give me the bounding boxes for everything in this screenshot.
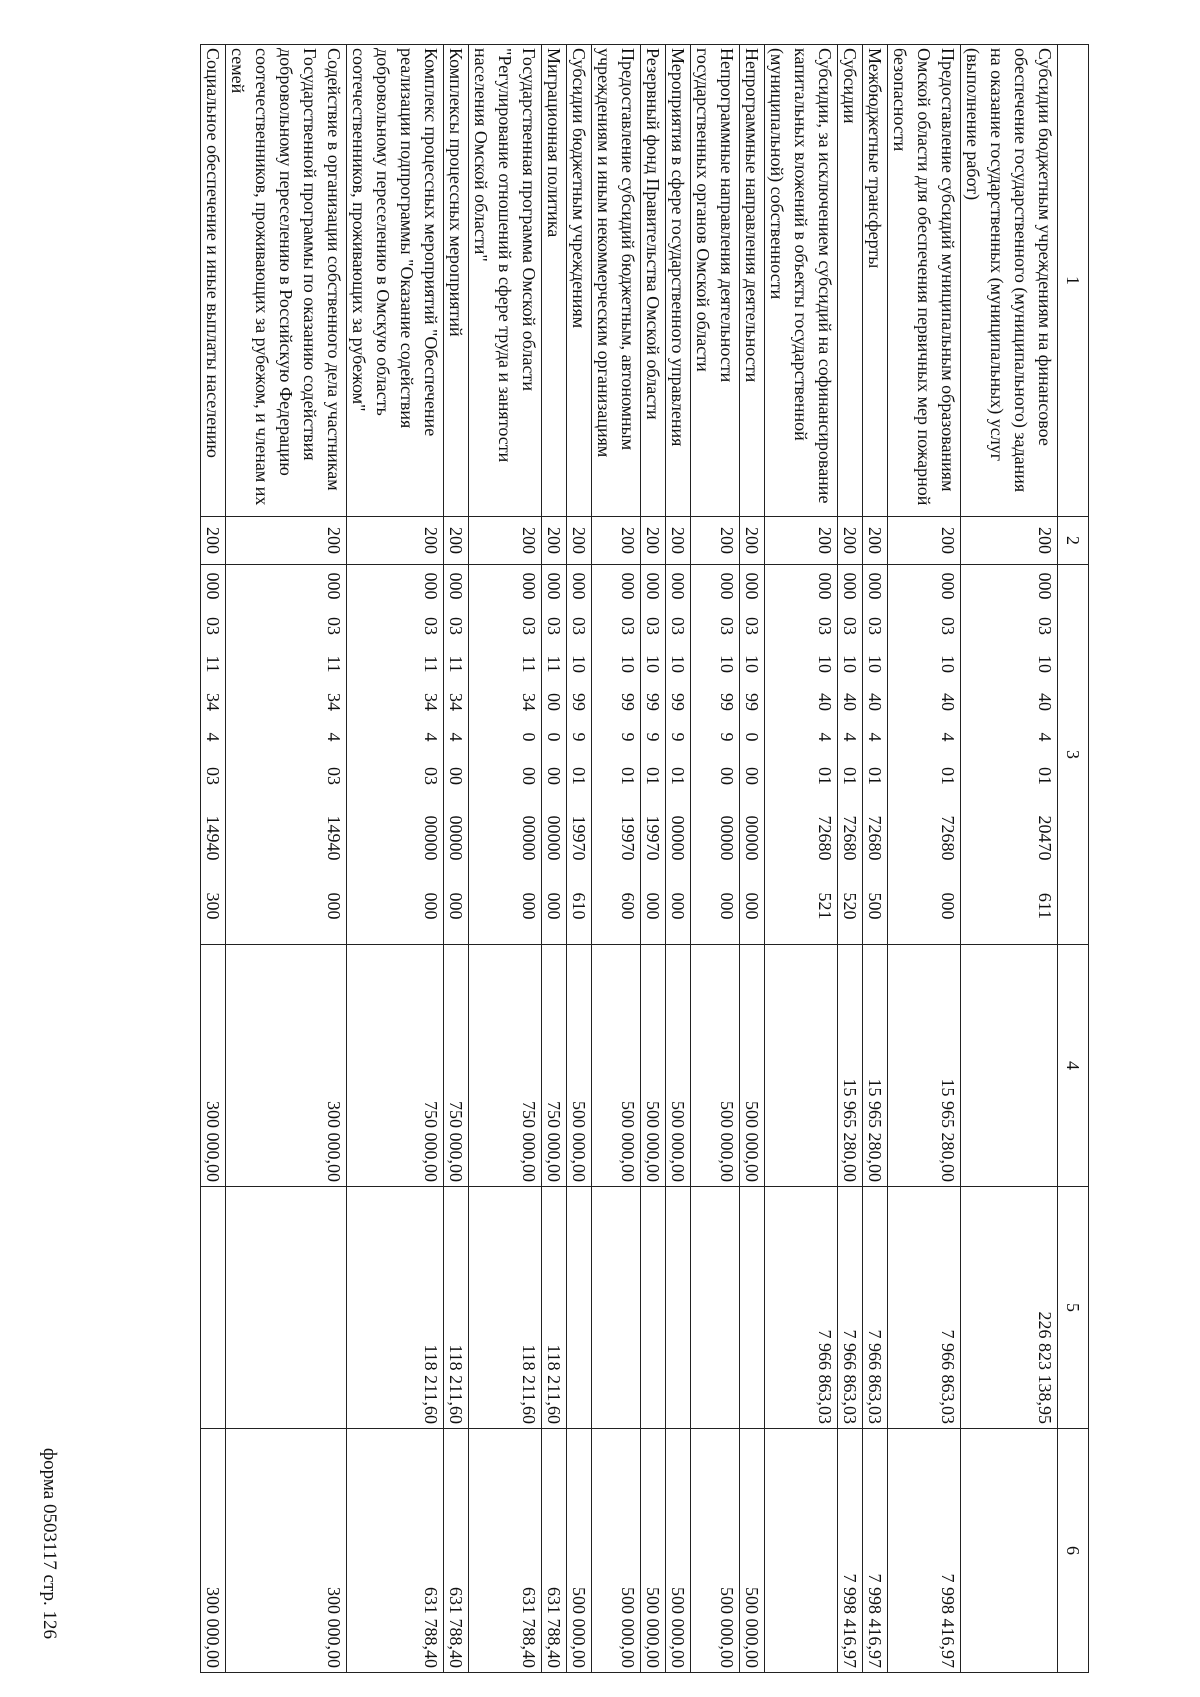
- code-segment: 01: [938, 767, 958, 785]
- code-segment: 4: [324, 732, 344, 742]
- code-segment: 00000: [446, 815, 466, 861]
- code-segment: 72680: [865, 815, 885, 861]
- code-segment: 01: [668, 767, 688, 785]
- code-segments: [444, 565, 468, 944]
- row-name: Комплекс процессных мероприятий "Обеспечение реализации подпрограммы "Оказание содействия добровольному переселению в Омскую область соотечественников, проживающих за рубежом": [347, 45, 444, 517]
- row-name: Предоставление субсидий бюджетным, автономным учреждениям и иным некоммерческим организациям: [592, 45, 641, 517]
- line-code: 200: [542, 517, 567, 565]
- code-segments: [813, 565, 837, 944]
- approved-amount: 750 000,00: [469, 945, 542, 1187]
- code-segment: 10: [717, 655, 737, 673]
- budget-classification-code: [469, 565, 542, 945]
- code-segment: 0: [544, 732, 564, 742]
- row-name: Резервный фонд Правительства Омской области: [641, 45, 666, 517]
- unexecuted-amount: 500 000,00: [567, 1429, 592, 1673]
- approved-amount: 300 000,00: [226, 945, 347, 1187]
- table-row: [226, 45, 347, 1673]
- code-segments: [641, 565, 665, 944]
- unexecuted-amount: 500 000,00: [666, 1429, 691, 1673]
- form-page-label: форма 0503117 стр. 126: [39, 1447, 60, 1639]
- code-segment: 03: [1035, 617, 1055, 635]
- code-segment: 03: [203, 617, 223, 635]
- code-segment: 00000: [668, 815, 688, 861]
- code-segments: [517, 565, 541, 944]
- code-segments: [567, 565, 591, 944]
- code-segment: 000: [643, 892, 663, 920]
- budget-classification-code: [641, 565, 666, 945]
- code-segments: [936, 565, 960, 944]
- approved-amount: 15 965 280,00: [888, 945, 961, 1187]
- code-segment: 20470: [1035, 815, 1055, 861]
- approved-amount: 500 000,00: [691, 945, 740, 1187]
- budget-classification-code: [201, 565, 226, 945]
- code-segment: 4: [421, 732, 441, 742]
- code-segment: 000: [519, 892, 539, 920]
- unexecuted-amount: 300 000,00: [201, 1429, 226, 1673]
- executed-amount: 7 966 863,03: [765, 1187, 838, 1429]
- column-number: 3: [1058, 565, 1089, 945]
- approved-amount: 500 000,00: [666, 945, 691, 1187]
- row-name: Социальное обеспечение и иные выплаты населению: [201, 45, 226, 517]
- approved-amount: 500 000,00: [740, 945, 765, 1187]
- budget-execution-table: [200, 44, 1089, 1673]
- code-segment: 99: [742, 693, 762, 711]
- code-segments: [715, 565, 739, 944]
- row-name: Субсидии: [838, 45, 863, 517]
- code-segments: [322, 565, 346, 944]
- code-segment: 000: [865, 572, 885, 600]
- code-segments: [740, 565, 764, 944]
- code-segment: 01: [643, 767, 663, 785]
- table-row: [863, 45, 888, 1673]
- code-segment: 000: [203, 572, 223, 600]
- code-segment: 10: [815, 655, 835, 673]
- code-segment: 99: [569, 693, 589, 711]
- code-segment: 00000: [717, 815, 737, 861]
- row-name: Государственная программа Омской области "Регулирование отношений в сфере труда и занятости населения Омской области": [469, 45, 542, 517]
- row-name: Миграционная политика: [542, 45, 567, 517]
- table-row: [347, 45, 444, 1673]
- executed-amount: [592, 1187, 641, 1429]
- code-segment: 72680: [840, 815, 860, 861]
- unexecuted-amount: 631 788,40: [444, 1429, 469, 1673]
- table-row: [888, 45, 961, 1673]
- code-segment: 01: [840, 767, 860, 785]
- code-segment: 03: [324, 767, 344, 785]
- row-name: Комплексы процессных мероприятий: [444, 45, 469, 517]
- code-segment: 03: [840, 617, 860, 635]
- unexecuted-amount: 7 998 416,97: [863, 1429, 888, 1673]
- approved-amount: 300 000,00: [201, 945, 226, 1187]
- budget-classification-code: [226, 565, 347, 945]
- line-code: 200: [444, 517, 469, 565]
- table-row: [961, 45, 1058, 1673]
- budget-classification-code: [863, 565, 888, 945]
- approved-amount: 15 965 280,00: [838, 945, 863, 1187]
- line-code: 200: [961, 517, 1058, 565]
- code-segment: 34: [519, 693, 539, 711]
- approved-amount: 500 000,00: [641, 945, 666, 1187]
- code-segment: 40: [1035, 693, 1055, 711]
- code-segment: 00000: [742, 815, 762, 861]
- executed-amount: [740, 1187, 765, 1429]
- code-segment: 10: [569, 655, 589, 673]
- code-segment: 4: [203, 732, 223, 742]
- table-row: [765, 45, 838, 1673]
- code-segment: 4: [865, 732, 885, 742]
- code-segment: 0: [519, 732, 539, 742]
- code-segment: 19970: [643, 815, 663, 861]
- executed-amount: 118 211,60: [444, 1187, 469, 1429]
- unexecuted-amount: 500 000,00: [691, 1429, 740, 1673]
- code-segment: 00000: [421, 815, 441, 861]
- budget-classification-code: [888, 565, 961, 945]
- code-segments: [838, 565, 862, 944]
- table-row: [666, 45, 691, 1673]
- code-segment: 00000: [544, 815, 564, 861]
- line-code: 200: [592, 517, 641, 565]
- budget-classification-code: [765, 565, 838, 945]
- code-segment: 11: [203, 655, 223, 673]
- executed-amount: [691, 1187, 740, 1429]
- code-segment: 03: [815, 617, 835, 635]
- code-segment: 000: [519, 572, 539, 600]
- code-segment: 00: [717, 767, 737, 785]
- code-segment: 9: [643, 732, 663, 742]
- code-segment: 99: [717, 693, 737, 711]
- budget-classification-code: [691, 565, 740, 945]
- code-segment: 4: [938, 732, 958, 742]
- code-segment: 10: [742, 655, 762, 673]
- unexecuted-amount: [961, 1429, 1058, 1673]
- code-segment: 300: [203, 892, 223, 920]
- budget-classification-code: [567, 565, 592, 945]
- code-segment: 000: [618, 572, 638, 600]
- executed-amount: 7 966 863,03: [888, 1187, 961, 1429]
- code-segment: 9: [618, 732, 638, 742]
- code-segment: 03: [938, 617, 958, 635]
- code-segment: 000: [643, 572, 663, 600]
- code-segment: 500: [865, 892, 885, 920]
- line-code: 200: [740, 517, 765, 565]
- code-segment: 40: [865, 693, 885, 711]
- code-segment: 03: [421, 617, 441, 635]
- approved-amount: 500 000,00: [567, 945, 592, 1187]
- line-code: 200: [888, 517, 961, 565]
- row-name: Межбюджетные трансферты: [863, 45, 888, 517]
- code-segment: 611: [1035, 892, 1055, 920]
- code-segment: 40: [938, 693, 958, 711]
- code-segments: [542, 565, 566, 944]
- code-segment: 000: [1035, 572, 1055, 600]
- budget-classification-code: [666, 565, 691, 945]
- code-segment: 40: [840, 693, 860, 711]
- column-number: 5: [1058, 1187, 1089, 1429]
- code-segment: 34: [203, 693, 223, 711]
- code-segment: 03: [717, 617, 737, 635]
- line-code: 200: [641, 517, 666, 565]
- code-segment: 10: [643, 655, 663, 673]
- code-segment: 03: [324, 617, 344, 635]
- code-segment: 000: [742, 892, 762, 920]
- row-name: Непрограммные направления деятельности государственных органов Омской области: [691, 45, 740, 517]
- code-segment: 10: [668, 655, 688, 673]
- unexecuted-amount: 7 998 416,97: [888, 1429, 961, 1673]
- code-segment: 03: [421, 767, 441, 785]
- code-segment: 99: [618, 693, 638, 711]
- table-row: [740, 45, 765, 1673]
- unexecuted-amount: 631 788,40: [542, 1429, 567, 1673]
- column-number: 1: [1058, 45, 1089, 517]
- code-segment: 99: [668, 693, 688, 711]
- executed-amount: 118 211,60: [542, 1187, 567, 1429]
- code-segments: [419, 565, 443, 944]
- code-segment: 000: [668, 892, 688, 920]
- line-code: 200: [863, 517, 888, 565]
- code-segment: 0: [742, 732, 762, 742]
- column-number-row: [1058, 45, 1089, 1673]
- code-segment: 000: [668, 572, 688, 600]
- code-segment: 520: [840, 892, 860, 920]
- approved-amount: 15 965 280,00: [863, 945, 888, 1187]
- line-code: 200: [567, 517, 592, 565]
- code-segment: 000: [544, 892, 564, 920]
- code-segment: 521: [815, 892, 835, 920]
- unexecuted-amount: 631 788,40: [469, 1429, 542, 1673]
- code-segment: 03: [865, 617, 885, 635]
- executed-amount: [201, 1187, 226, 1429]
- code-segment: 000: [324, 572, 344, 600]
- code-segment: 14940: [203, 815, 223, 861]
- code-segment: 000: [421, 572, 441, 600]
- table-row: [641, 45, 666, 1673]
- executed-amount: 7 966 863,03: [838, 1187, 863, 1429]
- code-segment: 14940: [324, 815, 344, 861]
- line-code: 200: [201, 517, 226, 565]
- code-segment: 4: [840, 732, 860, 742]
- row-name: Содействие в организации собственного дела участникам Государственной программы по оказанию содействия добровольному переселению в Российскую Федерацию соотечественников, проживающих за рубежом, и членам их семей: [226, 45, 347, 517]
- row-name: Непрограммные направления деятельности: [740, 45, 765, 517]
- budget-classification-code: [838, 565, 863, 945]
- code-segment: 03: [668, 617, 688, 635]
- executed-amount: [666, 1187, 691, 1429]
- code-segment: 03: [569, 617, 589, 635]
- code-segments: [616, 565, 640, 944]
- budget-classification-code: [961, 565, 1058, 945]
- code-segment: 00: [544, 693, 564, 711]
- table-row: [592, 45, 641, 1673]
- code-segment: 000: [840, 572, 860, 600]
- code-segment: 000: [717, 572, 737, 600]
- code-segment: 9: [569, 732, 589, 742]
- code-segment: 11: [519, 655, 539, 673]
- code-segment: 03: [544, 617, 564, 635]
- executed-amount: [226, 1187, 347, 1429]
- code-segment: 34: [446, 693, 466, 711]
- table-row: [542, 45, 567, 1673]
- column-number: 6: [1058, 1429, 1089, 1673]
- unexecuted-amount: 631 788,40: [347, 1429, 444, 1673]
- code-segment: 11: [421, 655, 441, 673]
- code-segment: 000: [544, 572, 564, 600]
- row-name: Субсидии бюджетным учреждениям: [567, 45, 592, 517]
- executed-amount: 7 966 863,03: [863, 1187, 888, 1429]
- executed-amount: 118 211,60: [347, 1187, 444, 1429]
- code-segment: 01: [569, 767, 589, 785]
- executed-amount: [567, 1187, 592, 1429]
- executed-amount: 118 211,60: [469, 1187, 542, 1429]
- code-segment: 000: [938, 572, 958, 600]
- budget-classification-code: [444, 565, 469, 945]
- code-segment: 03: [203, 767, 223, 785]
- approved-amount: 750 000,00: [347, 945, 444, 1187]
- code-segment: 03: [643, 617, 663, 635]
- code-segment: 10: [840, 655, 860, 673]
- code-segment: 000: [938, 892, 958, 920]
- unexecuted-amount: [765, 1429, 838, 1673]
- code-segment: 600: [618, 892, 638, 920]
- code-segments: [201, 565, 225, 944]
- executed-amount: 226 823 138,95: [961, 1187, 1058, 1429]
- code-segment: 9: [668, 732, 688, 742]
- approved-amount: 750 000,00: [542, 945, 567, 1187]
- code-segment: 19970: [569, 815, 589, 861]
- budget-classification-code: [592, 565, 641, 945]
- row-name: Предоставление субсидий муниципальным образованиям Омской области для обеспечения первичных мер пожарной безопасности: [888, 45, 961, 517]
- code-segment: 11: [446, 655, 466, 673]
- line-code: 200: [838, 517, 863, 565]
- code-segment: 40: [815, 693, 835, 711]
- column-number: 4: [1058, 945, 1089, 1187]
- code-segment: 000: [446, 572, 466, 600]
- code-segment: 00: [519, 767, 539, 785]
- table-row: [838, 45, 863, 1673]
- code-segment: 4: [815, 732, 835, 742]
- code-segment: 000: [815, 572, 835, 600]
- approved-amount: [765, 945, 838, 1187]
- column-number: 2: [1058, 517, 1089, 565]
- unexecuted-amount: 500 000,00: [740, 1429, 765, 1673]
- code-segment: 000: [742, 572, 762, 600]
- line-code: 200: [226, 517, 347, 565]
- code-segment: 99: [643, 693, 663, 711]
- code-segment: 34: [324, 693, 344, 711]
- code-segment: 03: [618, 617, 638, 635]
- code-segment: 000: [569, 572, 589, 600]
- line-code: 200: [347, 517, 444, 565]
- code-segment: 11: [324, 655, 344, 673]
- code-segment: 01: [815, 767, 835, 785]
- code-segment: 10: [1035, 655, 1055, 673]
- code-segment: 610: [569, 892, 589, 920]
- line-code: 200: [666, 517, 691, 565]
- code-segment: 10: [865, 655, 885, 673]
- code-segment: 01: [618, 767, 638, 785]
- code-segment: 00: [446, 767, 466, 785]
- budget-classification-code: [740, 565, 765, 945]
- code-segment: 000: [717, 892, 737, 920]
- code-segment: 10: [618, 655, 638, 673]
- unexecuted-amount: 500 000,00: [641, 1429, 666, 1673]
- code-segment: 03: [519, 617, 539, 635]
- code-segment: 03: [742, 617, 762, 635]
- code-segments: [1033, 565, 1057, 944]
- code-segment: 19970: [618, 815, 638, 861]
- table-row: [469, 45, 542, 1673]
- code-segment: 00: [742, 767, 762, 785]
- code-segment: 00: [544, 767, 564, 785]
- code-segment: 10: [938, 655, 958, 673]
- line-code: 200: [691, 517, 740, 565]
- code-segments: [666, 565, 690, 944]
- code-segments: [863, 565, 887, 944]
- code-segment: 000: [421, 892, 441, 920]
- line-code: 200: [765, 517, 838, 565]
- code-segment: 11: [544, 655, 564, 673]
- budget-classification-code: [347, 565, 444, 945]
- unexecuted-amount: 7 998 416,97: [838, 1429, 863, 1673]
- table-row: [567, 45, 592, 1673]
- table-row: [444, 45, 469, 1673]
- code-segment: 03: [446, 617, 466, 635]
- code-segment: 72680: [815, 815, 835, 861]
- approved-amount: 500 000,00: [592, 945, 641, 1187]
- row-name: Субсидии бюджетным учреждениям на финансовое обеспечение государственного (муниципального) задания на оказание государственных (муниципальных) услуг (выполнение работ): [961, 45, 1058, 517]
- code-segment: 4: [446, 732, 466, 742]
- unexecuted-amount: 300 000,00: [226, 1429, 347, 1673]
- table-row: [201, 45, 226, 1673]
- row-name: Мероприятия в сфере государственного управления: [666, 45, 691, 517]
- table-row: [691, 45, 740, 1673]
- code-segment: 00000: [519, 815, 539, 861]
- code-segment: 01: [865, 767, 885, 785]
- code-segment: 34: [421, 693, 441, 711]
- unexecuted-amount: 500 000,00: [592, 1429, 641, 1673]
- executed-amount: [641, 1187, 666, 1429]
- code-segment: 000: [324, 892, 344, 920]
- approved-amount: 750 000,00: [444, 945, 469, 1187]
- row-name: Субсидии, за исключением субсидий на софинансирование капитальных вложений в объекты государственной (муниципальной) собственности: [765, 45, 838, 517]
- code-segment: 72680: [938, 815, 958, 861]
- code-segment: 4: [1035, 732, 1055, 742]
- budget-classification-code: [542, 565, 567, 945]
- approved-amount: [961, 945, 1058, 1187]
- line-code: 200: [469, 517, 542, 565]
- code-segment: 9: [717, 732, 737, 742]
- code-segment: 01: [1035, 767, 1055, 785]
- code-segment: 000: [446, 892, 466, 920]
